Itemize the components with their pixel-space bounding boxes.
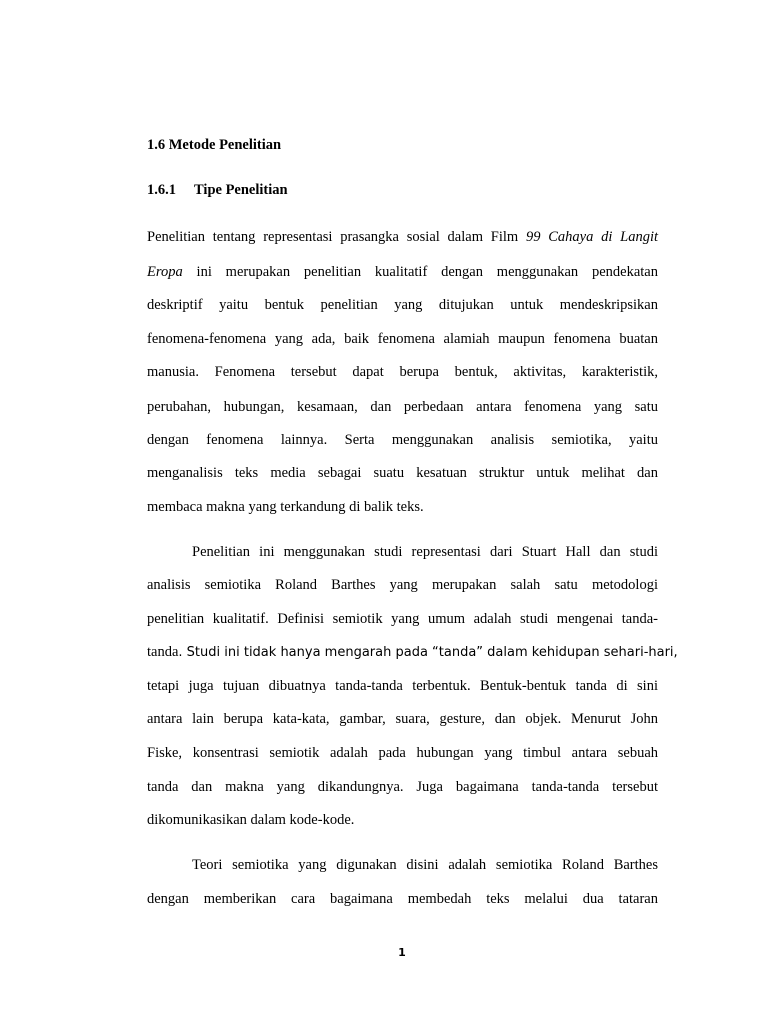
paragraph-line: dengan memberikan cara bagaimana membedah teks melalui dua tataran xyxy=(147,891,658,907)
paragraph-line xyxy=(147,642,678,662)
paragraph-line: penelitian kualitatif. Definisi semiotik yang umum adalah studi mengenai tanda- xyxy=(147,611,658,627)
text-span: Penelitian tentang representasi prasangka sosial dalam Film xyxy=(147,229,526,245)
film-title-part2: Eropa xyxy=(147,264,183,280)
paragraph-line: fenomena-fenomena yang ada, baik fenomena alamiah maupun fenomena buatan xyxy=(147,331,658,347)
page-number: 1 xyxy=(398,946,406,959)
paragraph-line: analisis semiotika Roland Barthes yang merupakan salah satu metodologi xyxy=(147,577,658,593)
paragraph-line: antara lain berupa kata-kata, gambar, suara, gesture, dan objek. Menurut John xyxy=(147,711,658,727)
text-span: tanda xyxy=(147,644,179,660)
paragraph-line: dikomunikasikan dalam kode-kode. xyxy=(147,812,355,828)
paragraph-line: menganalisis teks media sebagai suatu kesatuan struktur untuk melihat dan xyxy=(147,465,658,481)
film-title-part1: 99 Cahaya di Langit xyxy=(525,229,659,245)
section-heading: 1.6 Metode Penelitian xyxy=(147,137,282,153)
text-span: ini merupakan penelitian kualitatif dengan menggunakan pendekatan xyxy=(182,264,658,280)
paragraph-line: perubahan, hubungan, kesamaan, dan perbedaan antara fenomena yang satu xyxy=(147,399,658,415)
paragraph-line xyxy=(147,227,658,247)
paragraph-line: tetapi juga tujuan dibuatnya tanda-tanda terbentuk. Bentuk-bentuk tanda di sini xyxy=(147,678,658,694)
paragraph-line: dengan fenomena lainnya. Serta menggunakan analisis semiotika, yaitu xyxy=(147,432,658,448)
paragraph-line xyxy=(147,262,658,282)
paragraph-line: manusia. Fenomena tersebut dapat berupa bentuk, aktivitas, karakteristik, xyxy=(147,364,658,380)
paragraph-line: Fiske, konsentrasi semiotik adalah pada hubungan yang timbul antara sebuah xyxy=(147,745,658,761)
paragraph-line: tanda dan makna yang dikandungnya. Juga bagaimana tanda-tanda tersebut xyxy=(147,779,658,795)
text-span: . Studi ini tidak hanya mengarah pada “tanda” dalam kehidupan sehari-hari, xyxy=(178,645,678,660)
paragraph-line: membaca makna yang terkandung di balik teks. xyxy=(147,499,424,515)
subsection-heading xyxy=(147,182,288,199)
paragraph-line: Penelitian ini menggunakan studi representasi dari Stuart Hall dan studi xyxy=(192,544,658,560)
paragraph-line: Teori semiotika yang digunakan disini adalah semiotika Roland Barthes xyxy=(192,857,658,873)
subsection-title: Tipe Penelitian xyxy=(194,182,288,198)
paragraph-line: deskriptif yaitu bentuk penelitian yang ditujukan untuk mendeskripsikan xyxy=(147,297,658,313)
subsection-number: 1.6.1 xyxy=(147,182,176,198)
